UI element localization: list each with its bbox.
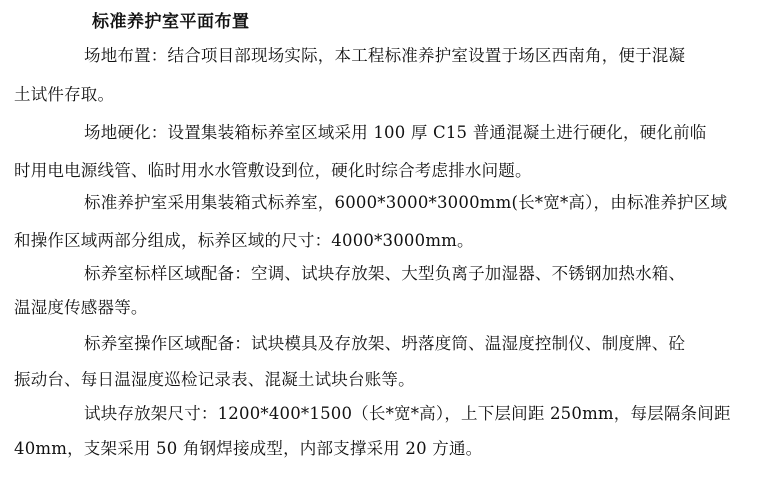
paragraph-curing-area-line-1: 标养室标样区域配备：空调、试块存放架、大型负离子加湿器、不锈钢加热水箱、 <box>84 264 686 283</box>
paragraph-site-layout-line-1: 场地布置：结合项目部现场实际，本工程标准养护室设置于场区西南角，便于混凝 <box>84 46 686 65</box>
section-heading: 标准养护室平面布置 <box>92 12 250 32</box>
paragraph-container-room-line-2: 和操作区域两部分组成，标养区域的尺寸：4000*3000mm。 <box>14 231 474 250</box>
paragraph-container-room-line-1: 标准养护室采用集装箱式标养室，6000*3000*3000mm(长*宽*高），由标准养护区域 <box>84 193 728 212</box>
paragraph-site-hardening-line-1: 场地硬化：设置集装箱标养室区域采用 100 厚 C15 普通混凝土进行硬化，硬化前临 <box>84 123 707 142</box>
paragraph-rack-size-line-1: 试块存放架尺寸：1200*400*1500（长*宽*高），上下层间距 250mm，每层隔条间距 <box>84 404 731 423</box>
paragraph-site-hardening-line-2: 时用电电源线管、临时用水水管敷设到位，硬化时综合考虑排水问题。 <box>14 161 532 180</box>
paragraph-site-layout-line-2: 土试件存取。 <box>14 85 115 104</box>
paragraph-rack-size-line-2: 40mm，支架采用 50 角钢焊接成型，内部支撑采用 20 方通。 <box>14 439 483 458</box>
paragraph-curing-area-line-2: 温湿度传感器等。 <box>14 298 148 317</box>
paragraph-operation-area-line-2: 振动台、每日温湿度巡检记录表、混凝土试块台账等。 <box>14 370 415 389</box>
paragraph-operation-area-line-1: 标养室操作区域配备：试块模具及存放架、坍落度筒、温湿度控制仪、制度牌、砼 <box>84 334 686 353</box>
